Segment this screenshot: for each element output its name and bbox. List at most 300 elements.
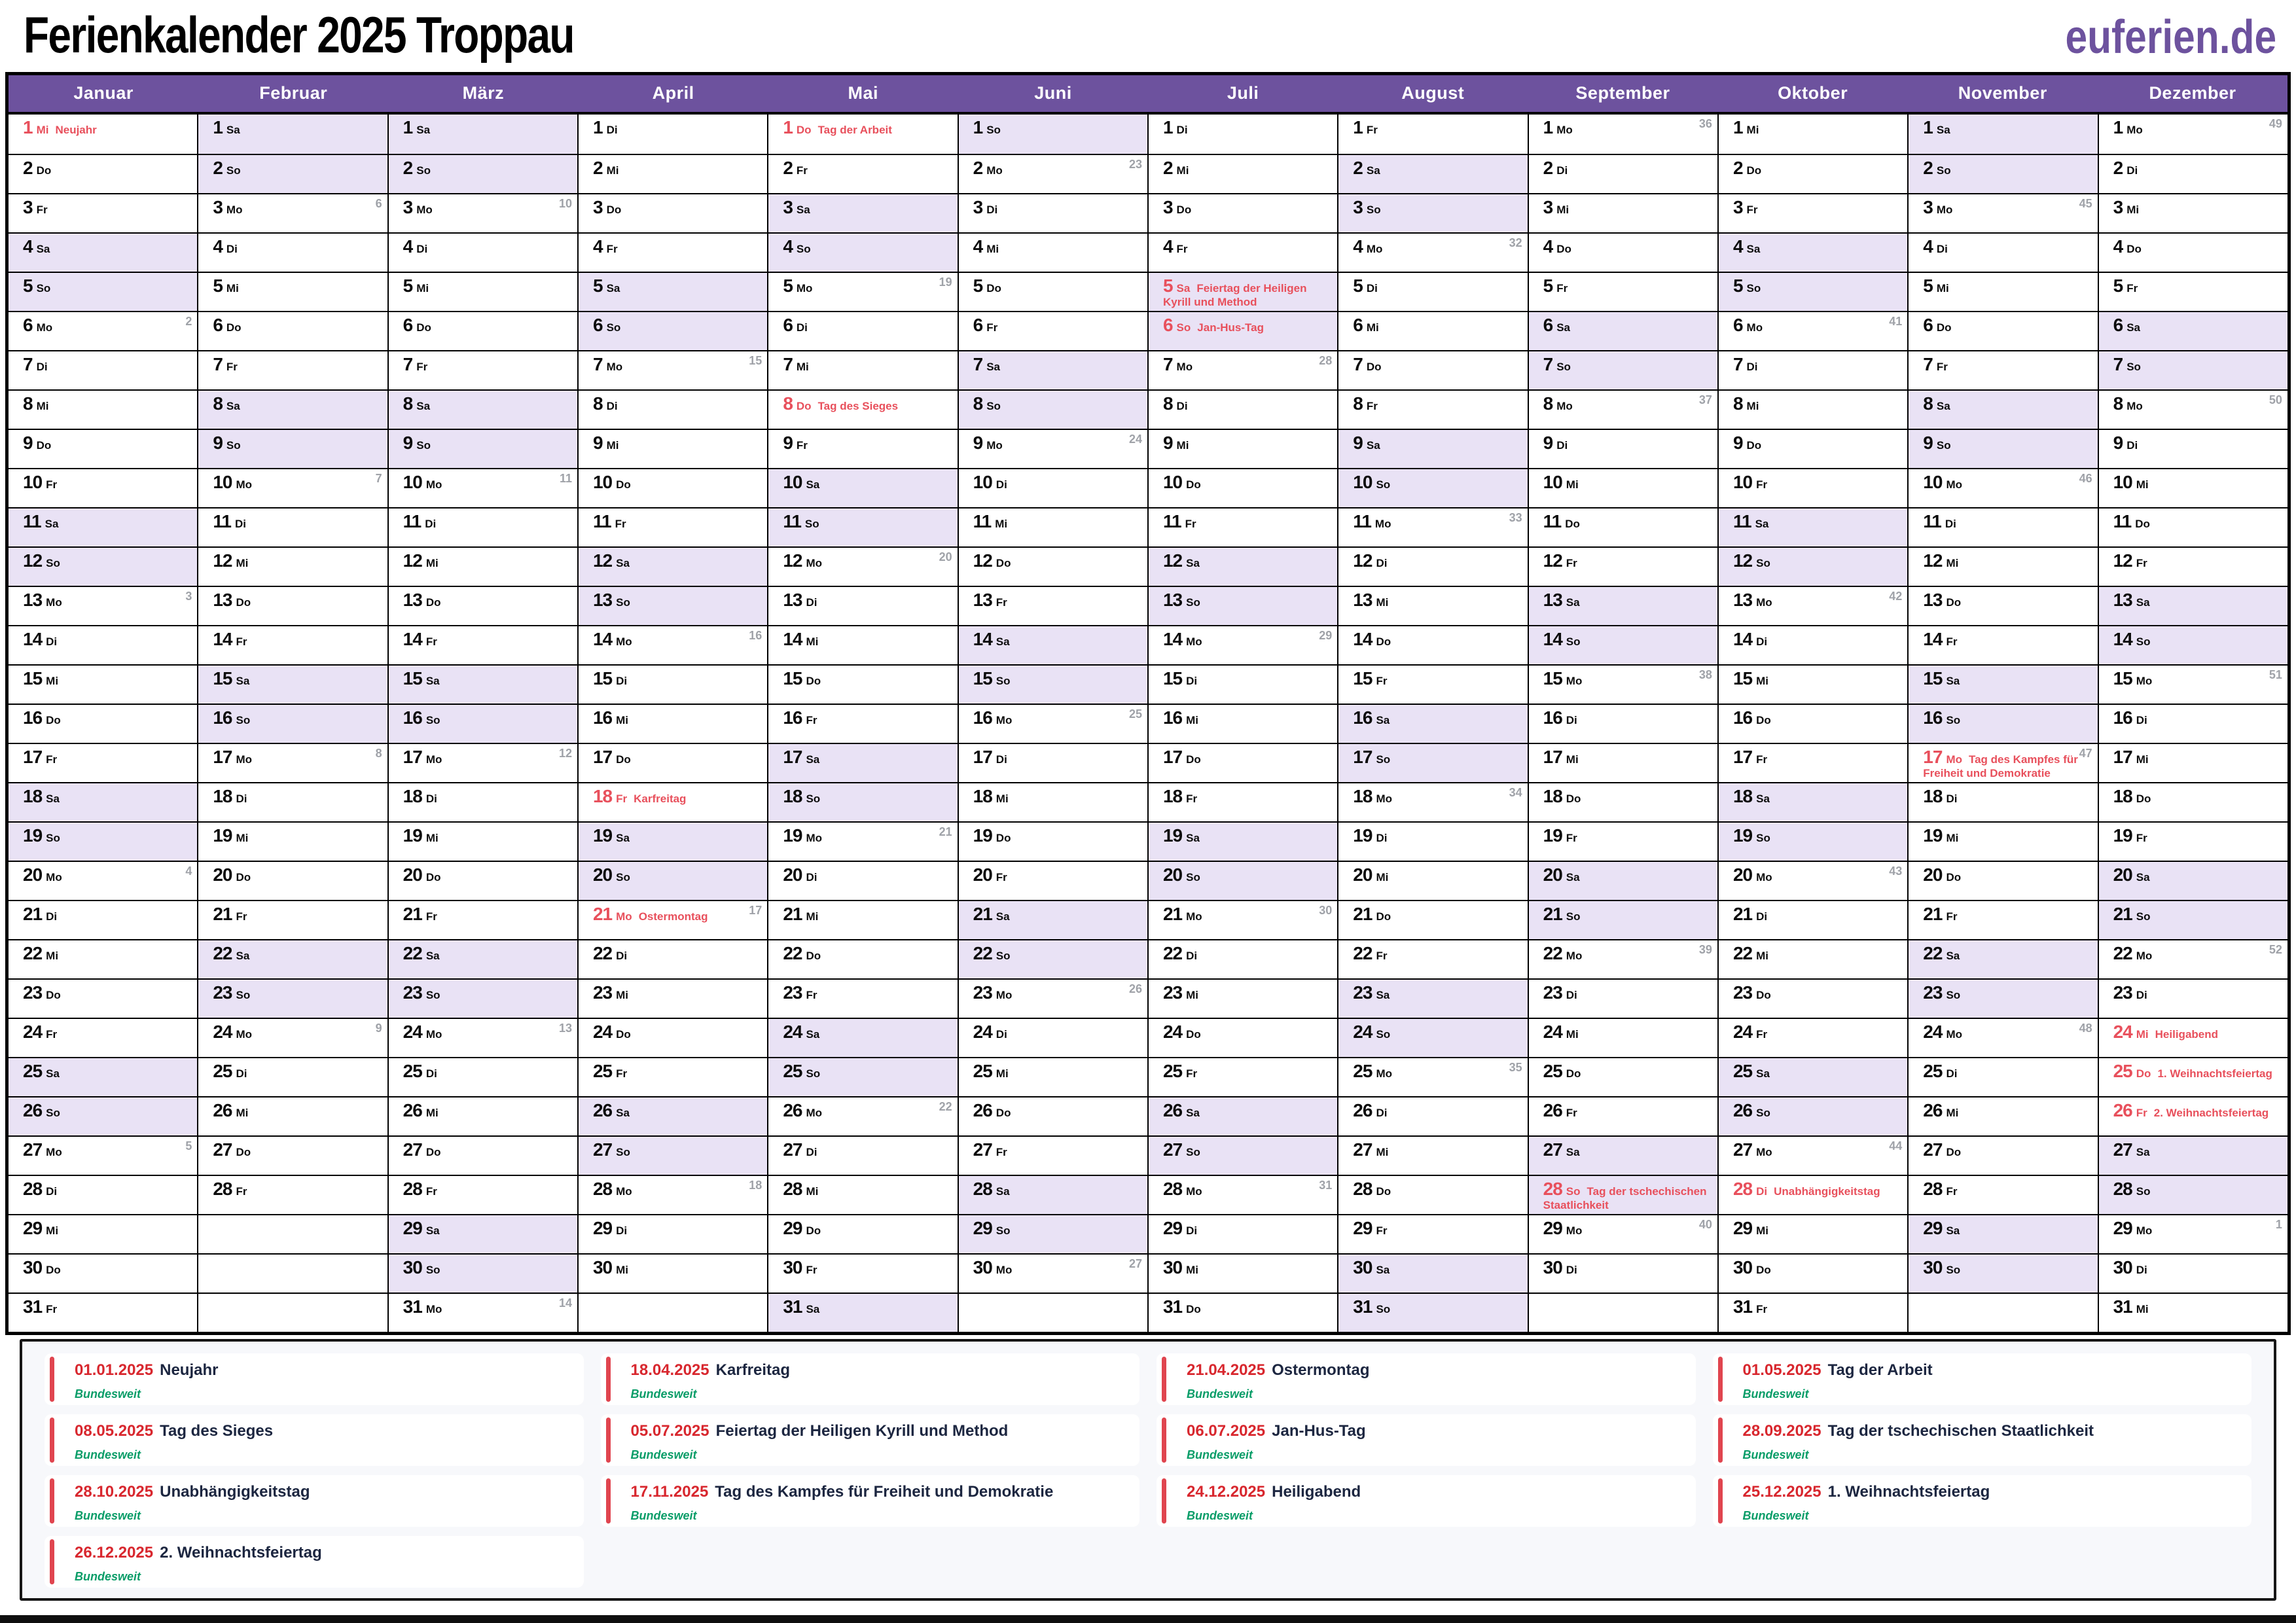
day-number: 19 <box>783 825 802 846</box>
day-cell <box>1719 586 1907 625</box>
weekday-abbr: So <box>416 439 431 452</box>
day-number: 12 <box>1543 550 1562 571</box>
weekday-abbr: Do <box>606 204 622 216</box>
holiday-accent-bar <box>50 1478 54 1524</box>
weekday-abbr: Mo <box>996 989 1013 1001</box>
day-cell <box>1149 939 1337 978</box>
day-number: 22 <box>2113 943 2132 963</box>
day-number: 31 <box>403 1296 422 1317</box>
day-cell <box>198 1057 387 1096</box>
day-cell <box>768 1175 957 1214</box>
weekday-abbr: Sa <box>996 1185 1010 1198</box>
weekday-abbr: Mo <box>996 1264 1013 1276</box>
day-cell <box>389 978 577 1018</box>
weekday-abbr: Do <box>1176 204 1192 216</box>
day-number: 13 <box>403 590 422 610</box>
weekday-abbr: Sa <box>425 950 440 962</box>
day-cell <box>1338 1293 1527 1332</box>
day-cell <box>768 546 957 586</box>
day-cell <box>959 468 1147 507</box>
weekday-abbr: Sa <box>1376 714 1390 726</box>
day-number: 29 <box>1923 1218 1943 1238</box>
week-number: 45 <box>2079 197 2092 210</box>
empty-cell <box>198 1253 387 1293</box>
day-cell <box>1719 978 1907 1018</box>
day-cell <box>1909 154 2097 193</box>
holiday-label: Tag der tschechischen Staatlichkeit <box>1543 1185 1707 1211</box>
day-number: 2 <box>2113 158 2123 178</box>
day-cell <box>1338 429 1527 468</box>
day-number: 7 <box>973 354 983 374</box>
day-number: 6 <box>1353 315 1363 335</box>
weekday-abbr: Di <box>606 124 618 136</box>
day-number: 8 <box>23 393 33 414</box>
day-number: 7 <box>1732 354 1743 374</box>
weekday-abbr: Do <box>2135 518 2150 530</box>
weekday-abbr: Fr <box>1376 1224 1388 1237</box>
day-number: 11 <box>1923 511 1941 531</box>
day-number: 16 <box>1732 707 1753 728</box>
day-number: 2 <box>213 158 223 178</box>
day-number: 3 <box>1543 197 1553 217</box>
day-number: 24 <box>592 1022 613 1042</box>
weekday-abbr: Di <box>1176 124 1188 136</box>
day-number: 23 <box>592 982 613 1003</box>
day-cell <box>389 389 577 429</box>
day-number: 14 <box>783 629 802 649</box>
day-cell <box>579 429 767 468</box>
day-cell <box>198 232 387 272</box>
day-cell <box>1338 743 1527 782</box>
weekday-abbr: Sa <box>1366 164 1380 177</box>
weekday-abbr: Di <box>986 204 998 216</box>
weekday-abbr: Sa <box>616 557 630 569</box>
day-cell <box>198 821 387 861</box>
weekday-abbr: Mo <box>425 478 442 491</box>
weekday-abbr: Di <box>1376 1107 1388 1119</box>
day-number: 5 <box>2113 276 2123 296</box>
day-number: 10 <box>1732 472 1753 492</box>
day-number: 20 <box>973 865 992 885</box>
month-header: September <box>1575 83 1670 103</box>
day-cell <box>1719 1293 1907 1332</box>
weekday-abbr: Mi <box>2136 1028 2149 1041</box>
day-number: 20 <box>1732 865 1753 885</box>
day-cell <box>959 1096 1147 1135</box>
day-cell <box>1719 1175 1907 1214</box>
weekday-abbr: Mi <box>1946 557 1959 569</box>
weekday-abbr: Di <box>1566 714 1577 726</box>
day-cell <box>389 821 577 861</box>
day-cell <box>579 1096 767 1135</box>
day-cell <box>1909 311 2097 350</box>
day-cell <box>9 664 197 704</box>
day-number: 18 <box>1162 786 1183 806</box>
day-cell <box>389 743 577 782</box>
weekday-abbr: Mi <box>1946 1107 1959 1119</box>
weekday-abbr: Fr <box>1566 1107 1577 1119</box>
week-number: 48 <box>2079 1022 2092 1035</box>
weekday-abbr: Sa <box>806 478 820 491</box>
day-number: 13 <box>23 590 43 610</box>
day-number: 6 <box>1543 315 1553 335</box>
weekday-abbr: Mi <box>1756 950 1768 962</box>
weekday-abbr: So <box>1376 478 1391 491</box>
weekday-abbr: Di <box>1376 832 1388 844</box>
day-number: 23 <box>973 982 992 1003</box>
weekday-abbr: Mo <box>616 1185 632 1198</box>
legend-holiday-name: Ostermontag <box>1272 1361 1370 1379</box>
day-cell <box>9 586 197 625</box>
day-number: 26 <box>1162 1100 1183 1120</box>
holiday-accent-bar <box>1162 1357 1166 1402</box>
day-cell <box>579 782 767 821</box>
day-number: 28 <box>1543 1179 1562 1199</box>
legend-card-line <box>631 1483 1130 1501</box>
day-number: 3 <box>213 197 223 217</box>
day-number: 5 <box>1732 276 1743 296</box>
day-number: 11 <box>213 511 231 531</box>
weekday-abbr: So <box>1186 871 1200 883</box>
legend-region-label: Bundesweit <box>630 1448 697 1461</box>
day-number: 19 <box>1543 825 1562 846</box>
day-cell <box>1909 115 2097 154</box>
day-number: 29 <box>2113 1218 2132 1238</box>
day-cell <box>959 1175 1147 1214</box>
weekday-abbr: Mi <box>616 714 629 726</box>
week-number: 26 <box>1128 982 1142 995</box>
month-header: November <box>1958 83 2047 103</box>
day-number: 2 <box>1732 158 1743 178</box>
weekday-abbr: Fr <box>1366 124 1378 136</box>
day-number: 20 <box>592 865 613 885</box>
weekday-abbr: Fr <box>616 1067 628 1080</box>
day-cell <box>579 625 767 664</box>
day-cell <box>9 900 197 939</box>
day-number: 26 <box>1732 1100 1753 1120</box>
day-number: 2 <box>1923 158 1933 178</box>
day-number: 27 <box>1732 1139 1753 1160</box>
day-cell <box>959 272 1147 311</box>
day-number: 8 <box>1353 393 1363 414</box>
day-number: 31 <box>23 1296 43 1317</box>
day-cell <box>1909 272 2097 311</box>
day-number: 2 <box>1353 158 1363 178</box>
day-cell <box>959 1135 1147 1175</box>
day-number: 6 <box>592 315 603 335</box>
day-cell <box>1149 900 1337 939</box>
weekday-abbr: Di <box>1936 243 1948 255</box>
day-cell <box>959 350 1147 389</box>
day-cell <box>198 861 387 900</box>
day-cell <box>9 625 197 664</box>
weekday-abbr: So <box>425 714 440 726</box>
day-number: 28 <box>1732 1179 1753 1199</box>
day-cell <box>9 154 197 193</box>
day-cell <box>959 586 1147 625</box>
week-number: 52 <box>2269 943 2282 956</box>
weekday-abbr: Mo <box>986 164 1003 177</box>
weekday-abbr: Do <box>1565 518 1580 530</box>
day-cell <box>1149 586 1337 625</box>
day-cell <box>959 821 1147 861</box>
month-column <box>1907 115 2097 1332</box>
day-number: 13 <box>213 590 232 610</box>
weekday-abbr: Do <box>1756 1264 1771 1276</box>
weekday-abbr: So <box>996 675 1011 687</box>
day-number: 25 <box>783 1061 802 1081</box>
day-cell <box>9 389 197 429</box>
weekday-abbr: So <box>1946 989 1961 1001</box>
weekday-abbr: Di <box>416 243 428 255</box>
weekday-abbr: Mi <box>796 361 809 373</box>
weekday-abbr: Do <box>1756 714 1771 726</box>
weekday-abbr: Mo <box>986 439 1003 452</box>
day-number: 9 <box>973 433 983 453</box>
holiday-label: Unabhängigkeitstag <box>1774 1185 1880 1198</box>
day-cell <box>579 154 767 193</box>
legend-holiday-name: Tag des Kampfes für Freiheit und Demokratie <box>715 1483 1054 1501</box>
day-number: 15 <box>973 668 992 688</box>
legend-region-label: Bundesweit <box>75 1387 141 1400</box>
day-number: 12 <box>783 550 802 571</box>
weekday-abbr: Fr <box>1176 243 1188 255</box>
day-cell <box>768 664 957 704</box>
holiday-label: Feiertag der Heiligen Kyrill und Method <box>1162 282 1307 308</box>
day-cell <box>1529 232 1717 272</box>
day-cell <box>9 861 197 900</box>
day-cell <box>2099 154 2287 193</box>
calendar-table <box>5 72 2291 1335</box>
legend-card <box>45 1475 584 1527</box>
day-cell <box>1529 311 1717 350</box>
weekday-abbr: Fr <box>616 793 628 805</box>
weekday-abbr: Fr <box>1756 753 1768 766</box>
month-column <box>1717 115 1907 1332</box>
day-number: 27 <box>23 1139 43 1160</box>
day-cell <box>9 743 197 782</box>
day-cell <box>1909 861 2097 900</box>
day-number: 10 <box>2113 472 2132 492</box>
weekday-abbr: Do <box>996 1107 1011 1119</box>
weekday-abbr: So <box>1566 910 1581 923</box>
weekday-abbr: So <box>986 124 1001 136</box>
day-cell <box>959 861 1147 900</box>
day-cell <box>1719 1018 1907 1057</box>
day-cell <box>9 1135 197 1175</box>
weekday-abbr: Do <box>46 714 61 726</box>
day-number: 31 <box>1162 1296 1183 1317</box>
weekday-abbr: So <box>236 989 251 1001</box>
weekday-abbr: Fr <box>1946 1185 1958 1198</box>
weekday-abbr: Mi <box>226 282 239 294</box>
day-number: 30 <box>973 1257 992 1277</box>
weekday-abbr: So <box>806 793 821 805</box>
weekday-abbr: Sa <box>1186 557 1200 569</box>
day-number: 10 <box>403 472 422 492</box>
day-number: 21 <box>1543 904 1562 924</box>
day-cell <box>1529 1096 1717 1135</box>
day-cell <box>768 1057 957 1096</box>
day-cell <box>1719 232 1907 272</box>
day-number: 29 <box>23 1218 43 1238</box>
day-cell <box>579 978 767 1018</box>
day-number: 30 <box>592 1257 613 1277</box>
day-number: 24 <box>1732 1022 1753 1042</box>
week-number: 29 <box>1319 629 1333 642</box>
day-cell <box>1149 1057 1337 1096</box>
day-number: 14 <box>2113 629 2132 649</box>
day-cell <box>768 468 957 507</box>
weekday-abbr: Sa <box>1746 243 1761 255</box>
day-cell <box>389 664 577 704</box>
site-logo[interactable]: euferien.de <box>2065 11 2276 63</box>
day-cell <box>9 232 197 272</box>
day-number: 8 <box>973 393 983 414</box>
day-cell <box>389 782 577 821</box>
day-cell <box>1149 664 1337 704</box>
day-cell <box>2099 468 2287 507</box>
day-cell <box>1338 625 1527 664</box>
day-number: 3 <box>592 197 603 217</box>
day-number: 27 <box>1353 1139 1372 1160</box>
legend-holiday-name: Unabhängigkeitstag <box>160 1483 310 1501</box>
day-number: 18 <box>1353 786 1372 806</box>
day-number: 19 <box>1162 825 1183 846</box>
weekday-abbr: Mo <box>2126 124 2143 136</box>
day-number: 18 <box>592 786 613 806</box>
weekday-abbr: Mi <box>1176 164 1189 177</box>
day-cell <box>2099 193 2287 232</box>
day-cell <box>1149 468 1337 507</box>
day-number: 3 <box>783 197 793 217</box>
legend-holiday-name: Tag der Arbeit <box>1827 1361 1933 1379</box>
day-cell <box>1529 389 1717 429</box>
weekday-abbr: Do <box>236 1146 251 1158</box>
month-column <box>767 115 957 1332</box>
day-number: 29 <box>783 1218 802 1238</box>
day-cell <box>579 664 767 704</box>
day-cell <box>1909 389 2097 429</box>
day-cell <box>1338 193 1527 232</box>
day-cell <box>579 1214 767 1253</box>
week-number: 38 <box>1698 668 1712 681</box>
day-cell <box>768 350 957 389</box>
day-cell <box>1719 311 1907 350</box>
day-number: 12 <box>1353 550 1372 571</box>
day-number: 30 <box>403 1257 422 1277</box>
day-number: 26 <box>23 1100 43 1120</box>
weekday-abbr: So <box>1566 1185 1581 1198</box>
day-number: 4 <box>783 236 793 257</box>
day-cell <box>959 743 1147 782</box>
weekday-abbr: Mo <box>806 832 823 844</box>
day-number: 10 <box>213 472 232 492</box>
day-cell <box>768 1018 957 1057</box>
weekday-abbr: Sa <box>1376 1264 1390 1276</box>
week-number: 3 <box>185 590 192 603</box>
legend-holiday-name: Tag des Sieges <box>160 1422 274 1440</box>
legend-card <box>601 1353 1140 1405</box>
month-column <box>577 115 767 1332</box>
day-number: 17 <box>1923 747 1943 767</box>
day-cell <box>768 1293 957 1332</box>
day-number: 17 <box>973 747 992 767</box>
day-cell <box>389 1096 577 1135</box>
day-number: 9 <box>2113 433 2123 453</box>
holiday-label: Neujahr <box>55 124 97 136</box>
weekday-abbr: So <box>1376 1303 1391 1315</box>
weekday-abbr: Fr <box>1376 675 1388 687</box>
day-cell <box>1529 154 1717 193</box>
weekday-abbr: Mo <box>236 1028 253 1041</box>
day-number: 29 <box>973 1218 992 1238</box>
day-cell <box>1338 546 1527 586</box>
weekday-abbr: Di <box>1186 675 1198 687</box>
day-cell <box>1338 154 1527 193</box>
day-number: 30 <box>2113 1257 2132 1277</box>
day-number: 30 <box>23 1257 43 1277</box>
weekday-abbr: Sa <box>1946 1224 1960 1237</box>
day-cell <box>1338 1096 1527 1135</box>
weekday-abbr: Mi <box>806 1185 819 1198</box>
day-number: 26 <box>1923 1100 1943 1120</box>
day-number: 24 <box>1923 1022 1943 1042</box>
day-number: 19 <box>973 825 992 846</box>
day-cell <box>9 782 197 821</box>
day-number: 2 <box>592 158 603 178</box>
day-number: 17 <box>592 747 613 767</box>
day-number: 6 <box>1732 315 1743 335</box>
day-cell <box>959 782 1147 821</box>
week-number: 7 <box>375 472 382 485</box>
day-cell <box>1529 1018 1717 1057</box>
legend-region-label: Bundesweit <box>1742 1509 1809 1522</box>
day-cell <box>198 507 387 546</box>
weekday-abbr: Fr <box>1566 557 1577 569</box>
weekday-abbr: Sa <box>1936 124 1950 136</box>
weekday-abbr: Mo <box>1556 400 1573 412</box>
weekday-abbr: Mo <box>226 204 243 216</box>
weekday-abbr: Sa <box>1186 832 1200 844</box>
day-number: 19 <box>1353 825 1372 846</box>
weekday-abbr: Sa <box>616 832 630 844</box>
day-number: 27 <box>592 1139 613 1160</box>
day-cell <box>1149 272 1337 311</box>
day-number: 20 <box>1162 865 1183 885</box>
weekday-abbr: Mi <box>425 832 439 844</box>
weekday-abbr: Di <box>2136 989 2147 1001</box>
day-number: 21 <box>783 904 802 924</box>
day-number: 18 <box>1732 786 1753 806</box>
day-number: 24 <box>783 1022 802 1042</box>
weekday-abbr: Fr <box>1566 832 1577 844</box>
day-cell <box>1338 1175 1527 1214</box>
day-cell <box>1338 1135 1527 1175</box>
day-cell <box>1909 1253 2097 1293</box>
day-number: 14 <box>403 629 422 649</box>
weekday-abbr: Do <box>1186 1028 1201 1041</box>
day-cell <box>9 821 197 861</box>
day-cell <box>1719 546 1907 586</box>
weekday-abbr: So <box>1186 596 1200 609</box>
day-number: 25 <box>1353 1061 1372 1081</box>
day-number: 6 <box>213 315 223 335</box>
weekday-abbr: Do <box>236 871 251 883</box>
day-number: 22 <box>783 943 802 963</box>
weekday-abbr: Fr <box>2136 557 2147 569</box>
day-cell <box>959 389 1147 429</box>
